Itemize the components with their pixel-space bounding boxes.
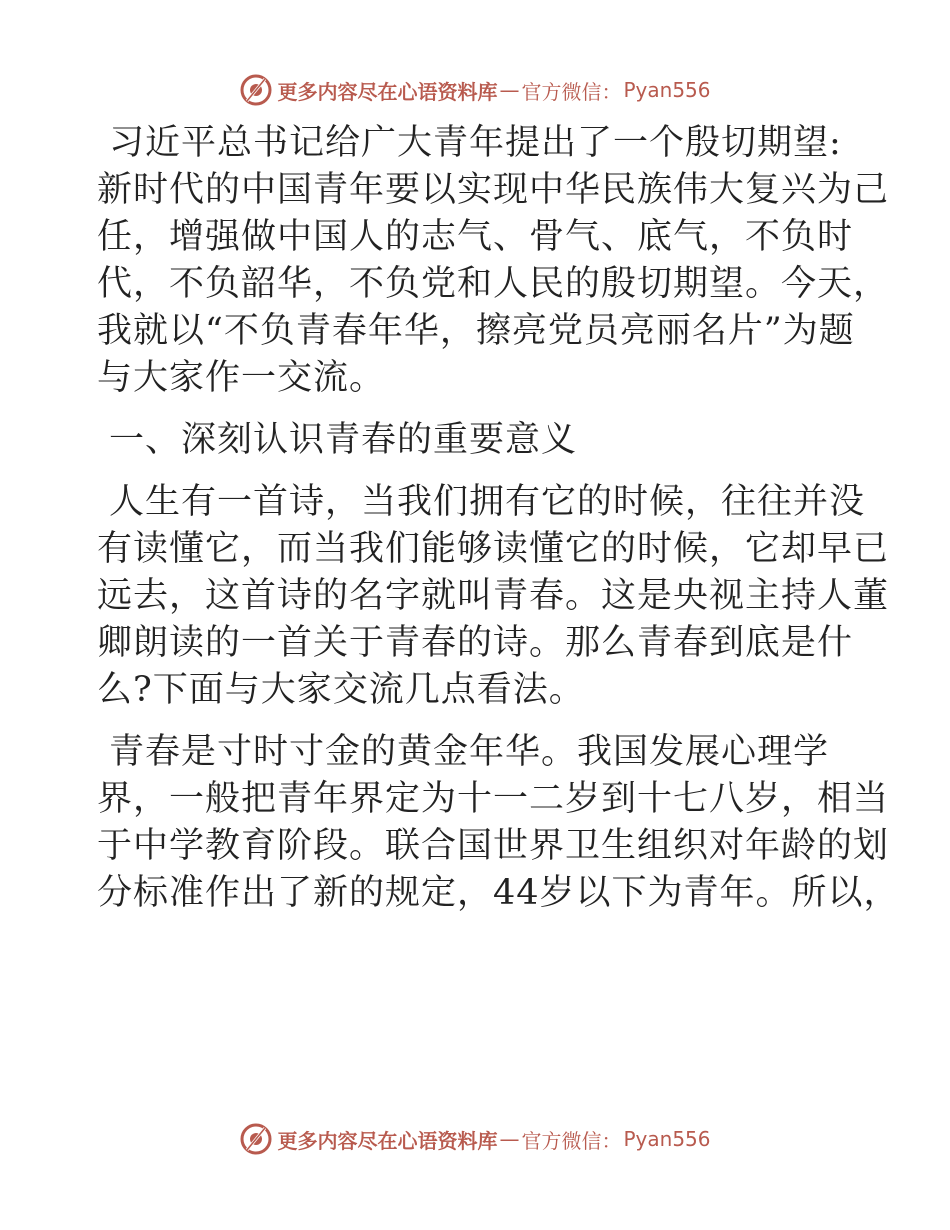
intro-paragraph bbox=[97, 120, 890, 402]
watermark-handle: Pyan556 bbox=[623, 78, 711, 102]
text-line: 代，不负韶华，不负党和人民的殷切期望。今天， bbox=[97, 264, 890, 304]
poem-paragraph bbox=[97, 479, 890, 714]
section-heading: 一、深刻认识青春的重要意义 bbox=[109, 420, 578, 460]
text-line: 远去，这首诗的名字就叫青春。这是央视主持人董 bbox=[97, 576, 890, 616]
watermark-handle: Pyan556 bbox=[623, 1127, 711, 1151]
watermark-separator: — bbox=[499, 78, 520, 102]
text-line: 么?下面与大家交流几点看法。 bbox=[97, 670, 585, 710]
watermark-top bbox=[0, 70, 950, 110]
text-line: 青春是寸时寸金的黄金年华。我国发展心理学 bbox=[109, 732, 830, 772]
document-body bbox=[97, 120, 900, 932]
text-line: 新时代的中国青年要以实现中华民族伟大复兴为己 bbox=[97, 170, 890, 210]
watermark-prefix: 更多内容尽在心语资料库 bbox=[277, 79, 498, 104]
watermark-prefix: 更多内容尽在心语资料库 bbox=[277, 1128, 498, 1153]
text-line: 与大家作一交流。 bbox=[97, 358, 386, 398]
text-line: 界，一般把青年界定为十一二岁到十七八岁，相当 bbox=[97, 779, 890, 819]
text-line: 分标准作出了新的规定，44岁以下为青年。所以， bbox=[97, 873, 900, 913]
text-line: 于中学教育阶段。联合国世界卫生组织对年龄的划 bbox=[97, 826, 890, 866]
text-line: 卿朗读的一首关于青春的诗。那么青春到底是什 bbox=[97, 623, 854, 663]
watermark-suffix: 官方微信： bbox=[521, 1128, 622, 1153]
text-line: 习近平总书记给广大青年提出了一个殷切期望: bbox=[109, 123, 842, 163]
text-line: 人生有一首诗，当我们拥有它的时候，往往并没 bbox=[109, 482, 866, 522]
watermark-bottom bbox=[0, 1119, 950, 1159]
youth-paragraph bbox=[97, 729, 900, 917]
text-line: 我就以“不负青春年华，擦亮党员亮丽名片”为题 bbox=[97, 311, 855, 351]
text-line: 任，增强做中国人的志气、骨气、底气，不负时 bbox=[97, 217, 854, 257]
logo-icon bbox=[239, 73, 273, 107]
text-line: 有读懂它，而当我们能够读懂它的时候，它却早已 bbox=[97, 529, 890, 569]
watermark-suffix: 官方微信： bbox=[521, 79, 622, 104]
watermark-separator: — bbox=[499, 1127, 520, 1151]
logo-icon bbox=[239, 1122, 273, 1156]
